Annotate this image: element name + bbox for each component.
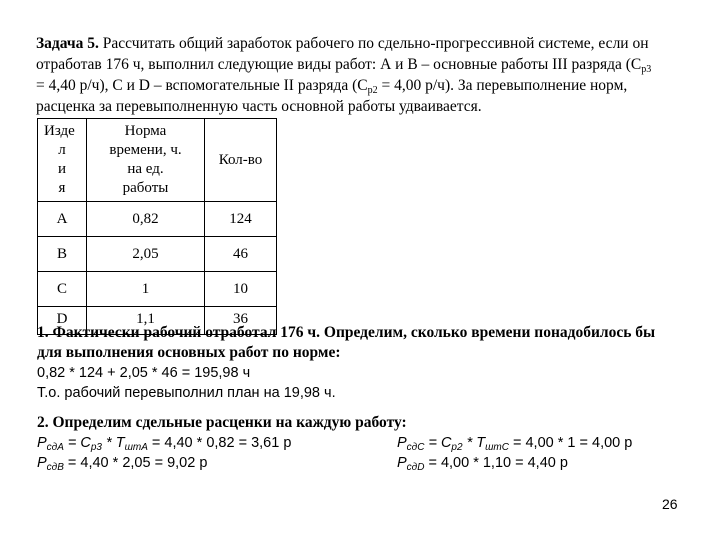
task-line-2: отработав 176 ч, выполнил следующие виды работ: А и В – основные работы III разряда (С: [36, 56, 642, 73]
rate-b: $P_{сдВ} = 4,40 * 2,05 = 9,02$ р: [37, 455, 208, 473]
rates-block: [37, 433, 697, 473]
page-number: 26: [662, 496, 678, 512]
header-norm: Норма времени, ч. на ед. работы: [87, 119, 205, 202]
step2-heading: 2. Определим сдельные расценки на каждую работу:: [37, 414, 407, 431]
step1-heading-a: 1. Фактически рабочий отработал 176 ч. Определим, сколько времени понадобилось бы: [37, 324, 656, 341]
task-line-3-sub: р2: [367, 85, 378, 96]
cell-qty: 46: [205, 237, 277, 272]
cell-norm: 1: [87, 272, 205, 307]
table-row: [38, 202, 277, 237]
step1-heading-b: для выполнения основных работ по норме:: [37, 344, 341, 361]
cell-norm: 0,82: [87, 202, 205, 237]
task-title: Задача 5.: [36, 35, 99, 52]
task-line-1: Рассчитать общий заработок рабочего по сдельно-прогрессивной системе, если он: [102, 35, 649, 52]
table-row: [38, 272, 277, 307]
norms-table: [37, 118, 277, 335]
cell-product: С: [38, 272, 87, 307]
step1-calculation: 0,82 * 124 + 2,05 * 46 = 195,98 ч: [37, 365, 251, 381]
step1-conclusion: Т.о. рабочий перевыполнил план на 19,98 ч.: [37, 385, 336, 401]
task-statement: [36, 33, 696, 117]
cell-product: А: [38, 202, 87, 237]
task-line-2-sub: р3: [641, 64, 652, 75]
rate-c: $P_{сдС} = С_{р2} * T_{штС} = 4,00 * 1 = 4,00$ р: [397, 435, 633, 453]
task-line-3: = 4,40 р/ч), С и D – вспомогательные II разряда (С: [36, 77, 368, 94]
cell-qty: 10: [205, 272, 277, 307]
header-product: Изде л и я: [38, 119, 87, 202]
header-qty: Кол-во: [205, 119, 277, 202]
cell-qty: 124: [205, 202, 277, 237]
cell-product: D: [38, 307, 87, 335]
cell-norm: 1,1: [87, 307, 205, 335]
cell-product: В: [38, 237, 87, 272]
table-row: [38, 237, 277, 272]
rate-a: $P_{сдА} = С_{р3} * T_{штА} = 4,40 * 0,82 = 3,61$ р: [37, 435, 292, 453]
task-line-4: расценка за перевыполненную часть основной работы удваивается.: [36, 98, 482, 115]
table-header-row: [38, 119, 277, 202]
cell-norm: 2,05: [87, 237, 205, 272]
cell-qty: 36: [205, 307, 277, 335]
solution: [37, 323, 697, 473]
task-line-3-post: = 4,00 р/ч). За перевыполнение норм,: [377, 77, 628, 94]
rate-d: $P_{сдD} = 4,00 * 1,10 = 4,40$ р: [397, 455, 568, 473]
